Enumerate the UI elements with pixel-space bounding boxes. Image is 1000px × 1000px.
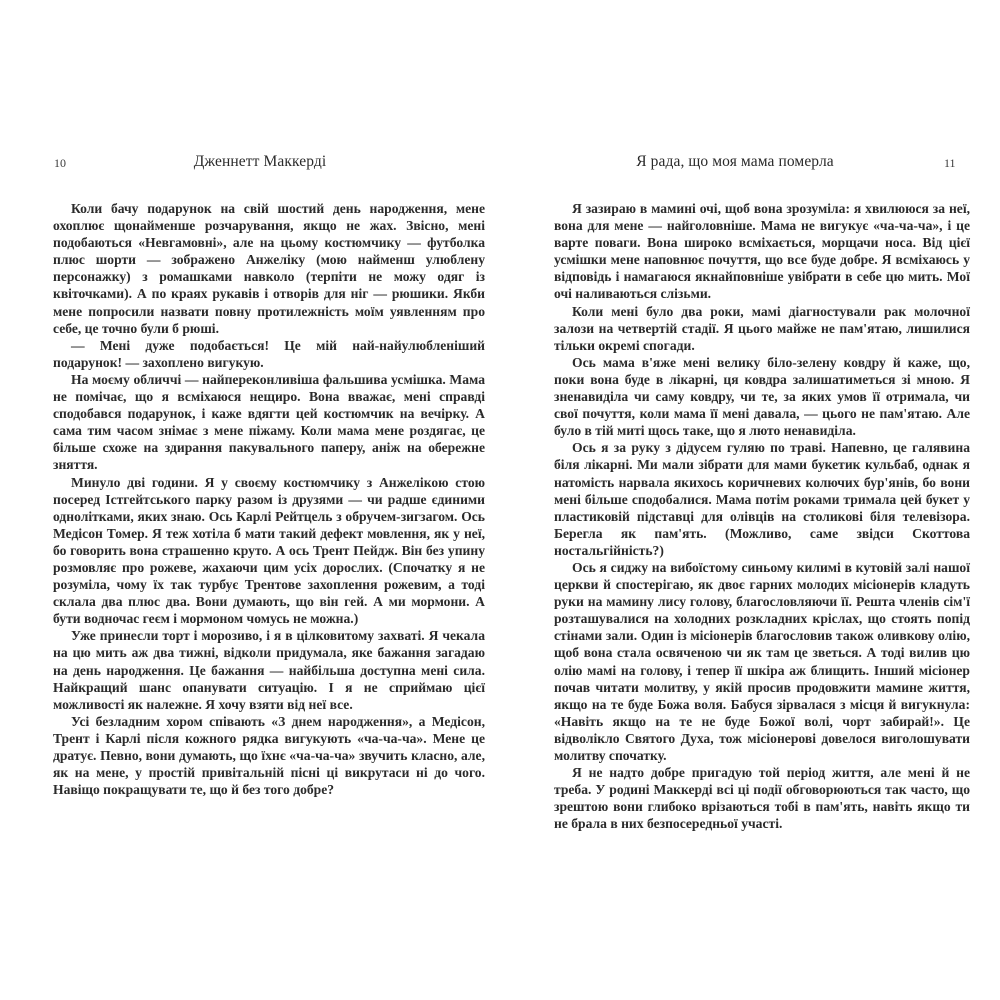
paragraph: На моєму обличчі — найпереконливіша фальшива усмішка. Мама не помічає, що я всміхаюся нещиро. Вона вважає, мені справді сподобався подарунок, і каже вдягти цей костюмчик на вечірку. А сама тим часом знімає з мене піжаму. Коли мама мене роздягає, це більше схоже на здирання пакувального паперу, аніж на обережне зняття. [53, 371, 485, 473]
paragraph: Я не надто добре пригадую той період життя, але мені й не треба. У родині Маккерді всі ці події обговорюються так часто, що зрештою вони глибоко врізаються тобі в пам'ять, навіть якщо ти не брала в них безпосередньої участі. [554, 765, 970, 832]
paragraph: Я зазираю в мамині очі, щоб вона зрозуміла: я хвилююся за неї, вона для мене — найголовніше. Мама не вигукує «ча-ча-ча», і це варте поваги. Вона широко всміхається, морщачи носа. Від цієї усмішки мене наповнює почуття, що все буде добре. Я всміхаюсь у відповідь і намагаюся якнайповніше увібрати в себе цю мить. Мої очі наливаються слізьми. [554, 201, 970, 302]
page-number-right: 11 [944, 156, 956, 170]
paragraph: Минуло дві години. Я у своєму костюмчику з Анжелікою стою посеред Істгейтського парку разом із друзями — чи радше єдиними однолітками, яких знаю. Ось Карлі Рейтцель з обручем-зигзагом. Ось Медісон Томер. Я теж хотіла б мати такий дефект мовлення, як у неї, бо говорить вона страшенно круто. А ось Трент Пейдж. Він без упину розмовляє про рожеве, жахаючи цим усіх дорослих. (Спочатку я не розуміла, чому їх так турбує Трентове захоплення рожевим, а тоді склала два плюс два. Вони думають, що він гей. А ми мормони. А бути водночас геєм і мормоном чомусь не можна.) [53, 474, 485, 627]
running-head-author: Дженнетт Маккерді [193, 153, 327, 170]
paragraph: Коли бачу подарунок на свій шостий день народження, мене охоплює щонайменше розчарування, якщо не жах. Звісно, мені подобаються «Невгамовні», але на цьому костюмчику — футболка плюс шорти — зображено Анжеліку (мою найменш улюблену персонажку) з ромашками навколо (терпіти не можу одяг із квіточками). А по краях рукавів і отворів для ніг — рюшики. Якби мене попросили назвати повну протилежність моїм уявленням про себе, це точно були б рюші. [53, 201, 485, 336]
paragraph: Ось мама в'яже мені велику біло-зелену ковдру й каже, що, поки вона буде в лікарні, ця ковдра залишатиметься зі мною. Я зненавиділа чи саму ковдру, чи те, за яких умов її отримала, чи свої почуття, коли мама її мені давала, — цього не пам'ятаю. Але було в тій миті щось таке, що я люто ненавиділа. [554, 354, 970, 439]
left-page-body [53, 200, 485, 798]
paragraph: Уже принесли торт і морозиво, і я в цілковитому захваті. Я чекала на цю мить аж два тижні, відколи придумала, яке бажання загадаю на день народження. Це бажання — найбільша доступна мені сила. Найкращий шанс опанувати ситуацію. І я не сприймаю цієї можливості як належне. Я хочу взяти від неї все. [53, 628, 485, 712]
paragraph: Усі безладним хором співають «З днем народження», а Медісон, Трент і Карлі після кожного рядка вигукують «ча-ча-ча». Мене це дратує. Певно, вони думають, що їхнє «ча-ча-ча» звучить класно, але, як на мене, у простій привітальній пісні ці викрутаси ні до чого. Навіщо покращувати те, що й без того добре? [53, 713, 485, 798]
right-page-body [554, 200, 970, 832]
paragraph: Ось я за руку з дідусем гуляю по траві. Напевно, це галявина біля лікарні. Ми мали зібрати для мами букетик кульбаб, однак я натомість нарвала якихось коричневих колючих бур'янів, бо вони мені більше сподобалися. Мама потім роками тримала цей букет у пластиковій підставці для олівців на столикові біля телевізора. Берегла як пам'ять. (Можливо, саме звідси Скоттова ностальгійність?) [554, 440, 970, 558]
running-head-title: Я рада, що моя мама померла [636, 153, 834, 170]
paragraph: Ось я сиджу на вибоїстому синьому килимі в кутовій залі нашої церкви й спостерігаю, як двоє гарних молодих місіонерів кладуть руки на мамину лису голову, благословляючи її. Решта членів сім'ї розташувалися на холодних розкладних кріслах, що стоять попід стінами зали. Один із місіонерів благословив також оливкову олію, щоб вона стала освяченою чи як там це зветься. А тоді вилив цю олію мамі на голову, і тепер її шкіра аж блищить. Інший місіонер почав читати молитву, у якій просив продовжити мамине життя, якщо на те буде Божа воля. Бабуся зірвалася з місця й вигукнула: «Навіть якщо на те не буде Божої волі, чорт забирай!». Це відволікло Святого Духа, тож місіонерові довелося виголошувати молитву спочатку. [554, 559, 970, 763]
right-page [500, 0, 1000, 1000]
paragraph: Коли мені було два роки, мамі діагностували рак молочної залози на четвертій стадії. Я цього майже не пам'ятаю, лишилися тільки окремі спогади. [554, 303, 970, 353]
page-number-left: 10 [54, 156, 66, 170]
paragraph: — Мені дуже подобається! Це мій най-найулюбленіший подарунок! — захоплено вигукую. [53, 337, 485, 370]
